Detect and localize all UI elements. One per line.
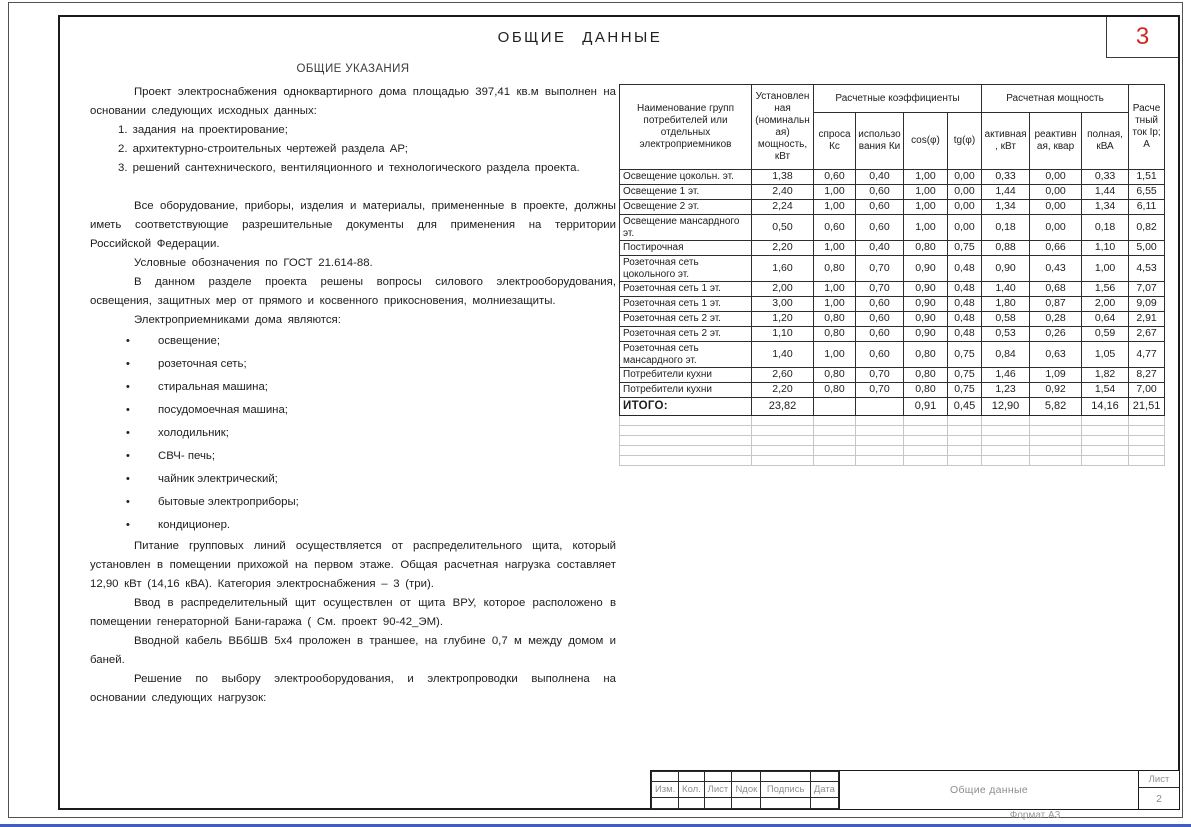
value-cell: 0,48 xyxy=(948,282,982,297)
sheet-number-red: 3 xyxy=(1135,23,1150,50)
value-cell: 0,90 xyxy=(904,297,948,312)
general-instructions-section xyxy=(90,63,616,708)
bullet-text: бытовые электроприборы; xyxy=(158,496,299,508)
value-cell: 0,82 xyxy=(1129,215,1165,241)
empty-cell xyxy=(982,456,1030,466)
consumer-group-cell: Потребители кухни xyxy=(620,368,752,383)
value-cell: 0,60 xyxy=(856,200,904,215)
value-cell: 2,20 xyxy=(752,383,814,398)
bullet-item xyxy=(90,514,616,537)
empty-cell xyxy=(620,426,752,436)
value-cell: 0,84 xyxy=(982,342,1030,368)
empty-cell xyxy=(856,416,904,426)
page-title: ОБЩИЕ ДАННЫЕ xyxy=(497,29,663,46)
revision-row-empty xyxy=(652,798,839,809)
consumer-group-cell: Потребители кухни xyxy=(620,383,752,398)
col-header-installed-power: Установленная (номинальная) мощность, кВт xyxy=(752,85,814,170)
col-group-design-power: Расчетная мощность xyxy=(982,85,1129,113)
bullet-text: СВЧ- печь; xyxy=(158,450,216,462)
table-row xyxy=(620,342,1165,368)
consumer-group-cell: Розеточная сеть мансардного эт. xyxy=(620,342,752,368)
empty-cell xyxy=(814,426,856,436)
value-cell: 0,48 xyxy=(948,327,982,342)
bullet-text: холодильник; xyxy=(158,427,229,439)
value-cell: 1,05 xyxy=(1082,342,1129,368)
empty-cell xyxy=(904,416,948,426)
value-cell: 0,60 xyxy=(856,327,904,342)
value-cell: 0,63 xyxy=(1030,342,1082,368)
value-cell: 4,53 xyxy=(1129,256,1165,282)
empty-cell xyxy=(1030,456,1082,466)
value-cell: 0,40 xyxy=(856,241,904,256)
value-cell: 0,75 xyxy=(948,241,982,256)
empty-cell xyxy=(982,446,1030,456)
value-cell: 0,45 xyxy=(948,398,982,416)
empty-cell xyxy=(904,446,948,456)
value-cell: 0,60 xyxy=(856,215,904,241)
empty-cell xyxy=(982,436,1030,446)
empty-cell xyxy=(948,416,982,426)
value-cell: 23,82 xyxy=(752,398,814,416)
empty-cell xyxy=(1082,456,1129,466)
value-cell: 0,80 xyxy=(904,383,948,398)
consumer-group-cell: Розеточная сеть 2 эт. xyxy=(620,312,752,327)
value-cell: 0,80 xyxy=(904,368,948,383)
empty-cell xyxy=(652,772,679,782)
load-calculation-table xyxy=(619,84,1165,466)
value-cell: 1,34 xyxy=(1082,200,1129,215)
value-cell: 1,00 xyxy=(904,170,948,185)
empty-cell xyxy=(814,416,856,426)
value-cell: 0,80 xyxy=(814,383,856,398)
value-cell: 0,40 xyxy=(856,170,904,185)
value-cell: 0,80 xyxy=(814,368,856,383)
empty-cell xyxy=(856,426,904,436)
value-cell: 2,91 xyxy=(1129,312,1165,327)
empty-cell xyxy=(752,436,814,446)
value-cell: 2,67 xyxy=(1129,327,1165,342)
value-cell: 0,75 xyxy=(948,368,982,383)
empty-cell xyxy=(856,436,904,446)
empty-cell xyxy=(856,456,904,466)
table-row xyxy=(620,312,1165,327)
table-row xyxy=(620,282,1165,297)
bullet-icon: • xyxy=(126,473,130,485)
section-heading: ОБЩИЕ УКАЗАНИЯ xyxy=(296,63,410,75)
bullet-item xyxy=(90,445,616,468)
value-cell: 1,60 xyxy=(752,256,814,282)
value-cell: 1,80 xyxy=(982,297,1030,312)
empty-cell xyxy=(1129,456,1165,466)
table-row xyxy=(620,327,1165,342)
value-cell: 0,60 xyxy=(856,297,904,312)
table-row xyxy=(620,241,1165,256)
col-header-name: Наименование групп потребителей или отдельных электроприемников xyxy=(620,85,752,170)
numbered-item: 1. задания на проектирование; xyxy=(118,124,288,136)
bullet-text: посудомоечная машина; xyxy=(158,404,288,416)
empty-cell xyxy=(856,446,904,456)
value-cell: 9,09 xyxy=(1129,297,1165,312)
value-cell: 0,70 xyxy=(856,368,904,383)
value-cell: 8,27 xyxy=(1129,368,1165,383)
col-header-reactive-power: реактивная, квар xyxy=(1030,113,1082,170)
numbered-item: 2. архитектурно-строительных чертежей раздела АР; xyxy=(118,143,408,155)
empty-cell xyxy=(620,456,752,466)
table-header-row-top xyxy=(620,85,1165,113)
value-cell: 14,16 xyxy=(1082,398,1129,416)
empty-cell xyxy=(752,456,814,466)
value-cell: 3,00 xyxy=(752,297,814,312)
empty-cell xyxy=(982,416,1030,426)
label-data: Дата xyxy=(810,782,838,798)
value-cell: 0,80 xyxy=(904,241,948,256)
value-cell: 1,51 xyxy=(1129,170,1165,185)
value-cell: 0,75 xyxy=(948,342,982,368)
value-cell: 0,48 xyxy=(948,312,982,327)
paragraph: Вводной кабель ВБбШВ 5х4 проложен в траншее, на глубине 0,7 м между домом и баней. xyxy=(90,635,616,666)
value-cell: 1,46 xyxy=(982,368,1030,383)
value-cell: 0,70 xyxy=(856,256,904,282)
table-row xyxy=(620,383,1165,398)
bullet-item xyxy=(90,330,616,353)
value-cell: 1,00 xyxy=(904,185,948,200)
value-cell: 0,90 xyxy=(982,256,1030,282)
empty-cell xyxy=(752,446,814,456)
empty-cell xyxy=(814,446,856,456)
col-header-full-power: полная, кВА xyxy=(1082,113,1129,170)
bullet-icon: • xyxy=(126,496,130,508)
table-row xyxy=(620,200,1165,215)
label-podpis: Подпись xyxy=(761,782,810,798)
value-cell: 0,87 xyxy=(1030,297,1082,312)
label-ndok: Nдок xyxy=(732,782,761,798)
bullet-icon: • xyxy=(126,427,130,439)
value-cell: 1,00 xyxy=(814,185,856,200)
value-cell: 1,00 xyxy=(1082,256,1129,282)
value-cell xyxy=(814,398,856,416)
table-row xyxy=(620,297,1165,312)
value-cell: 1,00 xyxy=(904,200,948,215)
empty-cell xyxy=(1082,436,1129,446)
bullet-text: стиральная машина; xyxy=(158,381,268,393)
value-cell: 0,64 xyxy=(1082,312,1129,327)
value-cell: 0,00 xyxy=(1030,200,1082,215)
table-row xyxy=(620,368,1165,383)
value-cell: 0,90 xyxy=(904,327,948,342)
empty-cell xyxy=(904,456,948,466)
value-cell: 0,48 xyxy=(948,256,982,282)
value-cell: 2,40 xyxy=(752,185,814,200)
value-cell: 1,10 xyxy=(752,327,814,342)
paragraph-gap xyxy=(90,178,616,197)
value-cell: 0,92 xyxy=(1030,383,1082,398)
value-cell: 1,00 xyxy=(814,282,856,297)
revision-row-empty xyxy=(652,772,839,782)
value-cell: 1,23 xyxy=(982,383,1030,398)
empty-cell xyxy=(1030,446,1082,456)
value-cell: 1,00 xyxy=(814,200,856,215)
value-cell: 0,75 xyxy=(948,383,982,398)
value-cell: 2,60 xyxy=(752,368,814,383)
value-cell: 1,20 xyxy=(752,312,814,327)
value-cell: 1,82 xyxy=(1082,368,1129,383)
consumer-group-cell: Освещение цокольн. эт. xyxy=(620,170,752,185)
paragraph: Ввод в распределительный щит осуществлен от щита ВРУ, которое расположено в помещении генераторной Бани-гаража ( См. проект 90-42_ЭМ). xyxy=(90,597,616,628)
revision-table xyxy=(651,771,839,809)
value-cell: 1,00 xyxy=(904,215,948,241)
value-cell: 2,20 xyxy=(752,241,814,256)
empty-cell xyxy=(948,446,982,456)
revision-labels-row xyxy=(652,782,839,798)
value-cell: 2,00 xyxy=(1082,297,1129,312)
empty-cell xyxy=(1129,416,1165,426)
paragraph: Решение по выбору электрооборудования, и электропроводки выполнена на основании следующих нагрузок: xyxy=(90,673,616,704)
consumer-group-cell: Розеточная сеть 1 эт. xyxy=(620,282,752,297)
paragraph: Условные обозначения по ГОСТ 21.614-88. xyxy=(134,257,373,269)
table-row xyxy=(620,185,1165,200)
value-cell: 0,00 xyxy=(1030,215,1082,241)
empty-cell xyxy=(1082,446,1129,456)
sheet-label: Лист xyxy=(1139,771,1179,788)
value-cell: 0,80 xyxy=(814,327,856,342)
value-cell: 0,00 xyxy=(948,215,982,241)
value-cell: 0,48 xyxy=(948,297,982,312)
bullet-text: кондиционер. xyxy=(158,519,231,531)
bullet-item xyxy=(90,376,616,399)
value-cell: 1,54 xyxy=(1082,383,1129,398)
consumer-group-cell: ИТОГО: xyxy=(620,398,752,416)
value-cell: 0,33 xyxy=(982,170,1030,185)
empty-table-row xyxy=(620,436,1165,446)
value-cell: 2,00 xyxy=(752,282,814,297)
empty-cell xyxy=(620,436,752,446)
paragraph: Питание групповых линий осуществляется от распределительного щита, который установлен в помещении прихожой на первом этаже. Общая расчетная нагрузка составляет 12,90 кВт (14,16 кВА). Категория электроснабжения – 3 (три). xyxy=(90,540,616,590)
empty-table-row xyxy=(620,456,1165,466)
value-cell: 0,33 xyxy=(1082,170,1129,185)
value-cell: 0,66 xyxy=(1030,241,1082,256)
document-title-cell xyxy=(839,771,1139,809)
value-cell: 1,40 xyxy=(752,342,814,368)
value-cell: 0,18 xyxy=(982,215,1030,241)
empty-cell xyxy=(948,426,982,436)
value-cell: 1,00 xyxy=(814,342,856,368)
empty-cell xyxy=(761,772,810,782)
bullet-icon: • xyxy=(126,381,130,393)
value-cell: 12,90 xyxy=(982,398,1030,416)
empty-cell xyxy=(1129,436,1165,446)
value-cell: 0,91 xyxy=(904,398,948,416)
consumer-group-cell: Освещение 2 эт. xyxy=(620,200,752,215)
value-cell: 1,44 xyxy=(1082,185,1129,200)
value-cell: 0,00 xyxy=(948,170,982,185)
paragraph: В данном разделе проекта решены вопросы силового электрооборудования, освещения, защитных мер от прямого и косвенного прикосновения, молниезащиты. xyxy=(90,276,616,307)
table-row xyxy=(620,256,1165,282)
bullet-item xyxy=(90,422,616,445)
paragraph: Проект электроснабжения одноквартирного дома площадью 397,41 кв.м выполнен на основании следующих исходных данных: xyxy=(90,86,616,117)
value-cell: 7,07 xyxy=(1129,282,1165,297)
empty-cell xyxy=(948,436,982,446)
bullet-item xyxy=(90,399,616,422)
value-cell xyxy=(856,398,904,416)
value-cell: 1,40 xyxy=(982,282,1030,297)
empty-cell xyxy=(679,798,704,809)
value-cell: 4,77 xyxy=(1129,342,1165,368)
empty-cell xyxy=(948,456,982,466)
empty-table-row xyxy=(620,446,1165,456)
instruction-text xyxy=(90,83,616,708)
paragraph: Электроприемниками дома являются: xyxy=(134,314,341,326)
value-cell: 1,34 xyxy=(982,200,1030,215)
document-title: Общие данные xyxy=(950,784,1028,796)
value-cell: 0,18 xyxy=(1082,215,1129,241)
col-header-cos-phi: cos(φ) xyxy=(904,113,948,170)
empty-cell xyxy=(1030,436,1082,446)
value-cell: 0,28 xyxy=(1030,312,1082,327)
bullet-icon: • xyxy=(126,450,130,462)
empty-cell xyxy=(620,416,752,426)
empty-cell xyxy=(1030,416,1082,426)
value-cell: 1,56 xyxy=(1082,282,1129,297)
empty-cell xyxy=(732,772,761,782)
bullet-text: чайник электрический; xyxy=(158,473,278,485)
col-group-coefficients: Расчетные коэффициенты xyxy=(814,85,982,113)
empty-cell xyxy=(752,416,814,426)
value-cell: 5,00 xyxy=(1129,241,1165,256)
bullet-item xyxy=(90,353,616,376)
bullet-text: розеточная сеть; xyxy=(158,358,247,370)
empty-cell xyxy=(1082,416,1129,426)
value-cell: 6,11 xyxy=(1129,200,1165,215)
value-cell: 1,44 xyxy=(982,185,1030,200)
value-cell: 0,58 xyxy=(982,312,1030,327)
value-cell: 0,90 xyxy=(904,256,948,282)
value-cell: 0,00 xyxy=(1030,170,1082,185)
consumer-group-cell: Розеточная сеть 1 эт. xyxy=(620,297,752,312)
value-cell: 1,00 xyxy=(814,241,856,256)
value-cell: 0,90 xyxy=(904,282,948,297)
bullet-icon: • xyxy=(126,335,130,347)
value-cell: 0,53 xyxy=(982,327,1030,342)
label-izm: Изм. xyxy=(652,782,679,798)
col-header-ki: использования Ки xyxy=(856,113,904,170)
empty-cell xyxy=(814,456,856,466)
consumer-group-cell: Постирочная xyxy=(620,241,752,256)
value-cell: 0,00 xyxy=(1030,185,1082,200)
bullet-item xyxy=(90,491,616,514)
value-cell: 0,88 xyxy=(982,241,1030,256)
empty-cell xyxy=(752,426,814,436)
label-kol: Кол. xyxy=(679,782,704,798)
table-row xyxy=(620,215,1165,241)
value-cell: 0,26 xyxy=(1030,327,1082,342)
bullet-text: освещение; xyxy=(158,335,221,347)
table-row xyxy=(620,170,1165,185)
empty-cell xyxy=(904,426,948,436)
value-cell: 21,51 xyxy=(1129,398,1165,416)
value-cell: 5,82 xyxy=(1030,398,1082,416)
empty-cell xyxy=(732,798,761,809)
sheet-cell xyxy=(1139,771,1179,809)
value-cell: 1,00 xyxy=(814,297,856,312)
empty-table-row xyxy=(620,416,1165,426)
table-total-row xyxy=(620,398,1165,416)
value-cell: 0,90 xyxy=(904,312,948,327)
empty-cell xyxy=(620,446,752,456)
empty-cell xyxy=(1082,426,1129,436)
empty-table-row xyxy=(620,426,1165,436)
value-cell: 0,00 xyxy=(948,200,982,215)
value-cell: 0,60 xyxy=(814,170,856,185)
empty-cell xyxy=(810,798,838,809)
col-header-tg-phi: tg(φ) xyxy=(948,113,982,170)
value-cell: 0,59 xyxy=(1082,327,1129,342)
value-cell: 0,60 xyxy=(814,215,856,241)
col-header-kc: спроса Кс xyxy=(814,113,856,170)
value-cell: 0,00 xyxy=(948,185,982,200)
numbered-item: 3. решений сантехнического, вентиляционного и технологического раздела проекта. xyxy=(118,162,580,174)
value-cell: 0,70 xyxy=(856,282,904,297)
value-cell: 1,38 xyxy=(752,170,814,185)
bullet-item xyxy=(90,468,616,491)
consumer-group-cell: Розеточная сеть цокольного эт. xyxy=(620,256,752,282)
empty-cell xyxy=(810,772,838,782)
empty-cell xyxy=(679,772,704,782)
empty-cell xyxy=(982,426,1030,436)
value-cell: 7,00 xyxy=(1129,383,1165,398)
empty-cell xyxy=(904,436,948,446)
value-cell: 0,60 xyxy=(856,342,904,368)
value-cell: 0,80 xyxy=(904,342,948,368)
empty-cell xyxy=(704,798,732,809)
bullet-icon: • xyxy=(126,519,130,531)
empty-cell xyxy=(761,798,810,809)
consumer-group-cell: Розеточная сеть 2 эт. xyxy=(620,327,752,342)
empty-cell xyxy=(652,798,679,809)
title-block xyxy=(650,770,1180,810)
value-cell: 2,24 xyxy=(752,200,814,215)
col-header-active-power: активная, кВт xyxy=(982,113,1030,170)
value-cell: 0,60 xyxy=(856,185,904,200)
bullet-icon: • xyxy=(126,404,130,416)
empty-cell xyxy=(814,436,856,446)
col-header-design-current: Расчетный ток Iр; А xyxy=(1129,85,1165,170)
empty-cell xyxy=(1030,426,1082,436)
bullet-icon: • xyxy=(126,358,130,370)
format-label: Формат А3 xyxy=(1009,810,1061,821)
value-cell: 0,50 xyxy=(752,215,814,241)
empty-cell xyxy=(1129,446,1165,456)
consumer-group-cell: Освещение 1 эт. xyxy=(620,185,752,200)
value-cell: 0,70 xyxy=(856,383,904,398)
value-cell: 1,09 xyxy=(1030,368,1082,383)
value-cell: 1,10 xyxy=(1082,241,1129,256)
empty-cell xyxy=(704,772,732,782)
value-cell: 0,68 xyxy=(1030,282,1082,297)
value-cell: 6,55 xyxy=(1129,185,1165,200)
label-list: Лист xyxy=(704,782,732,798)
value-cell: 0,43 xyxy=(1030,256,1082,282)
value-cell: 0,80 xyxy=(814,256,856,282)
value-cell: 0,60 xyxy=(856,312,904,327)
empty-cell xyxy=(1129,426,1165,436)
value-cell: 0,80 xyxy=(814,312,856,327)
sheet-value: 2 xyxy=(1156,792,1162,805)
consumer-group-cell: Освещение мансардного эт. xyxy=(620,215,752,241)
paragraph: Все оборудование, приборы, изделия и материалы, примененные в проекте, должны иметь соответствующие разрешительные документы для применения на территории Российской Федерации. xyxy=(90,200,616,250)
